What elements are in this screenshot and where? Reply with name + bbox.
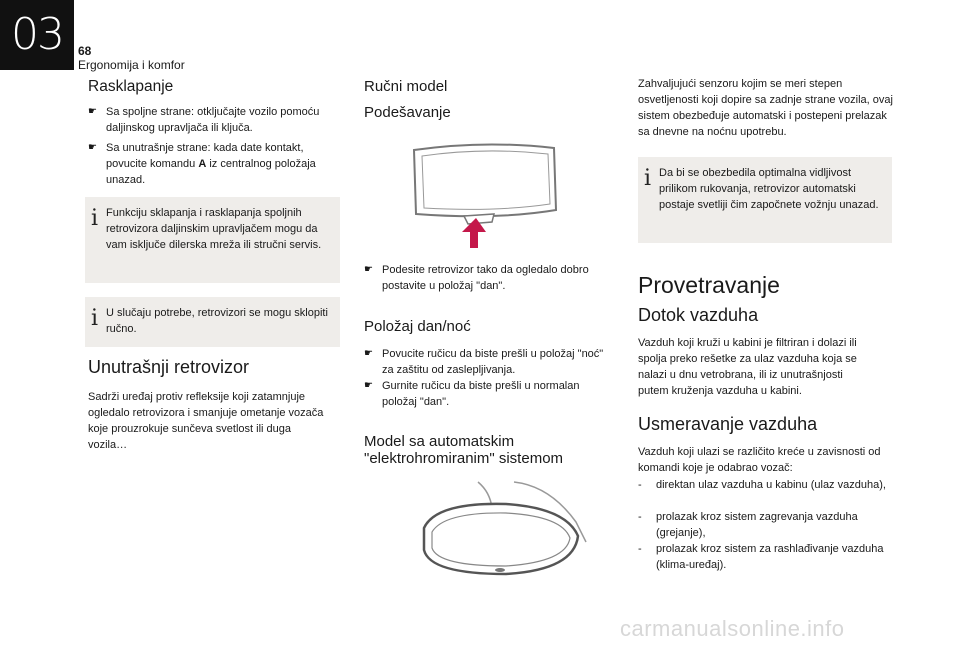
section-title: Ergonomija i komfor [78,58,185,72]
list-item: - direktan ulaz vazduha u kabinu (ulaz vazduha), [638,479,886,491]
heading-polozaj: Položaj dan/noć [364,318,471,335]
paragraph-zahvaljujuci: Zahvaljujući senzoru kojim se meri stepen osvetljenosti koji dopire sa zadnje strane vozila, ovaj sistem obezbeđuje automatski i postepeni prelazak sa dnevne na noćnu upotrebu. [638,78,893,138]
paragraph-dotok: Vazduh koji kruži u kabini je filtriran i dolazi ili spolja preko rešetke za ulaz vazduha koja se nalazi u dnu vetrobrana, ili iz unutrašnjosti putem kruženja vazduha u kabini. [638,337,857,397]
bullet-podesite: ☛ Podesite retrovizor tako da ogledalo dobro postavite u položaj "dan". [364,264,589,292]
list-item: - prolazak kroz sistem za rashlađivanje vazduha (klima-uređaj). [638,543,884,571]
heading-unutrasnji-retrovizor: Unutrašnji retrovizor [88,357,250,377]
page-number: 68 [78,44,92,58]
bullet-gurnite: ☛ Gurnite ručicu da biste prešli u normalan položaj "dan". [364,380,580,408]
pointing-finger-icon: ☛ [88,142,97,153]
pointing-finger-icon: ☛ [364,264,373,275]
pointing-finger-icon: ☛ [364,348,373,359]
heading-automatski: Model sa automatskim "elektrohromiranim" sistemom [364,433,564,467]
info-box-sklapanje: i Funkciju sklapanja i rasklapanja spoljnih retrovizora daljinskim upravljačem mogu da vam isključe dilerska mreža ili stručni servis. [85,197,340,283]
heading-dotok-vazduha: Dotok vazduha [638,305,759,325]
heading-podesavanje: Podešavanje [364,104,451,121]
pointing-finger-icon: ☛ [364,380,373,391]
watermark: carmanualsonline.info [620,616,845,641]
pointing-finger-icon: ☛ [88,106,97,117]
bullet-spoljne: ☛ Sa spoljne strane: otključajte vozilo pomoću daljinskog upravljača ili ključa. [88,106,320,134]
heading-rucni-model: Ručni model [364,78,448,95]
chapter-number: 03 [0,0,74,70]
heading-usmeravanje: Usmeravanje vazduha [638,414,818,434]
info-i-icon: i [91,306,99,331]
bullet-povucite: ☛ Povucite ručicu da biste prešli u položaj "noć" za zaštitu od zaslepljivanja. [364,348,604,376]
info-i-icon: i [644,166,652,191]
info-box-rucno: i U slučaju potrebe, retrovizori se mogu sklopiti ručno. [85,297,340,347]
list-item: - prolazak kroz sistem zagrevanja vazduha (grejanje), [638,511,858,539]
auto-mirror-illustration [416,478,596,580]
info-i-icon: i [91,206,99,231]
paragraph-sadrzi: Sadrži uređaj protiv refleksije koji zatamnjuje ogledalo retrovizora i smanjuje ometanje vozača koje prouzrokuje sunčeva svetlost ili duga vozila… [88,391,324,451]
bullet-unutrasnje: ☛ Sa unutrašnje strane: kada date kontakt, povucite komandu A iz centralnog položaja unazad. [88,142,316,186]
heading-provetravanje: Provetravanje [638,272,780,298]
paragraph-usmeravanje: Vazduh koji ulazi se različito kreće u zavisnosti od komandi koje je odabrao vozač: [638,446,881,474]
info-box-vidljivost: i Da bi se obezbedila optimalna vidljivost prilikom rukovanja, retrovizor automatski postaje svetliji čim započnete vožnju unazad. [638,157,892,243]
heading-rasklapanje: Rasklapanje [88,78,174,95]
manual-mirror-illustration [404,138,564,250]
